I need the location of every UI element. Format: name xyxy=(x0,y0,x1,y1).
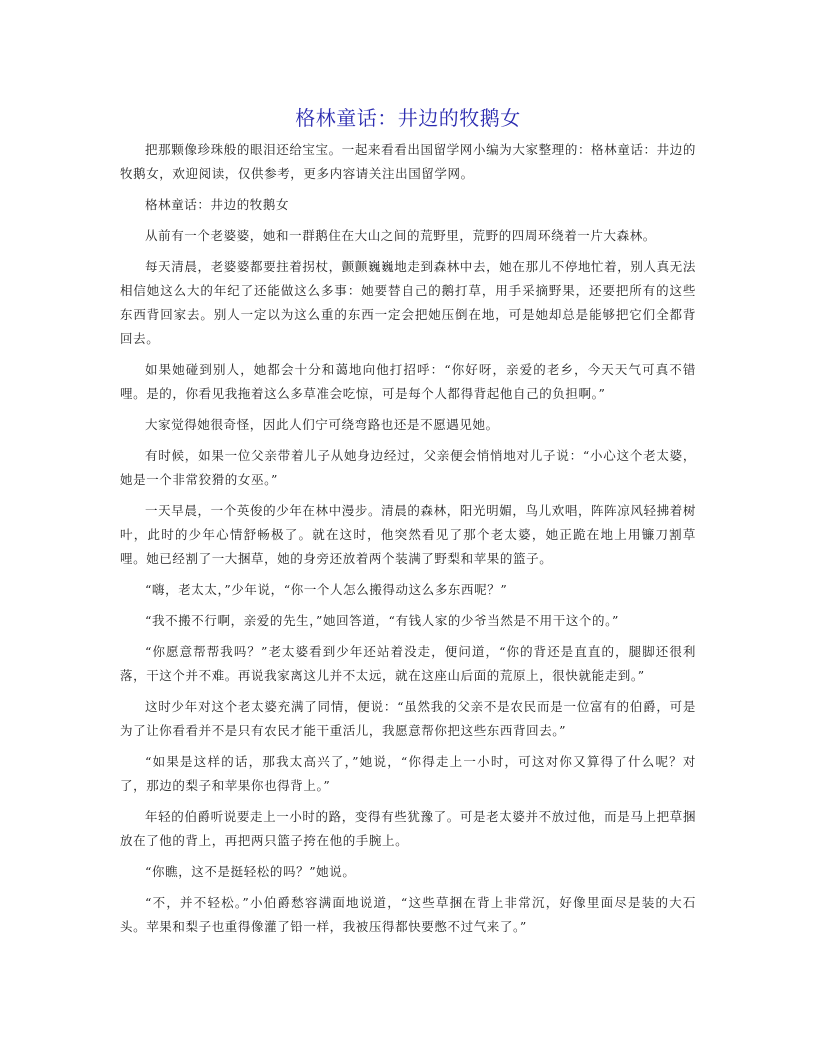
paragraph: 把那颗像珍珠般的眼泪还给宝宝。一起来看看出国留学网小编为大家整理的：格林童话：井边的牧鹅女，欢迎阅读，仅供参考，更多内容请关注出国留学网。 xyxy=(120,142,696,181)
page-title: 格林童话：井边的牧鹅女 xyxy=(295,106,521,130)
paragraph: 这时少年对这个老太婆充满了同情，便说：“虽然我的父亲不是农民而是一位富有的伯爵，可是为了让你看看并不是只有农民才能干重活儿，我愿意帮你把这些东西背回去。” xyxy=(120,699,696,738)
paragraph: 有时候，如果一位父亲带着儿子从她身边经过，父亲便会悄悄地对儿子说：“小心这个老太婆，她是一个非常狡猾的女巫。” xyxy=(120,448,696,487)
paragraph: “如果是这样的话，那我太高兴了，”她说，“你得走上一小时，可这对你又算得了什么呢？对了，那边的梨子和苹果你也得背上。” xyxy=(120,754,696,793)
paragraph: 格林童话：井边的牧鹅女 xyxy=(145,197,290,212)
paragraph: “嗨，老太太，”少年说，“你一个人怎么搬得动这么多东西呢？” xyxy=(145,582,508,597)
paragraph: 大家觉得她很奇怪，因此人们宁可绕弯路也还是不愿遇见她。 xyxy=(145,417,499,432)
article-body xyxy=(120,138,696,946)
paragraph: “不，并不轻松。”小伯爵愁容满面地说道，“这些草捆在背上非常沉，好像里面尽是装的大石头。苹果和梨子也重得像灌了铅一样，我被压得都快要憋不过气来了。” xyxy=(120,895,696,934)
paragraph: “你瞧，这不是挺轻松的吗？”她说。 xyxy=(145,864,356,879)
paragraph: 每天清晨，老婆婆都要拄着拐杖，颤颤巍巍地走到森林中去，她在那儿不停地忙着，别人真无法相信她这么大的年纪了还能做这么多事：她要替自己的鹅打草，用手采摘野果，还要把所有的这些东西背回家去。别人一定以为这么重的东西一定会把她压倒在地，可是她却总是能够把它们全都背回去。 xyxy=(120,259,696,346)
paragraph: “我不搬不行啊，亲爱的先生，”她回答道，“有钱人家的少爷当然是不用干这个的。” xyxy=(145,613,619,628)
paragraph: 年轻的伯爵听说要走上一小时的路，变得有些犹豫了。可是老太婆并不放过他，而是马上把草捆放在了他的背上，再把两只篮子挎在他的手腕上。 xyxy=(120,809,696,848)
paragraph: 一天早晨，一个英俊的少年在林中漫步。清晨的森林，阳光明媚，鸟儿欢唱，阵阵凉风轻拂着树叶，此时的少年心情舒畅极了。就在这时，他突然看见了那个老太婆，她正跪在地上用镰刀割草哩。她已经割了一大捆草，她的身旁还放着两个装满了野梨和苹果的篮子。 xyxy=(120,503,696,566)
paragraph: 如果她碰到别人，她都会十分和蔼地向他打招呼：“你好呀，亲爱的老乡，今天天气可真不错哩。是的，你看见我拖着这么多草准会吃惊，可是每个人都得背起他自己的负担啊。” xyxy=(120,362,696,401)
paragraph: 从前有一个老婆婆，她和一群鹅住在大山之间的荒野里，荒野的四周环绕着一片大森林。 xyxy=(145,228,656,243)
paragraph: “你愿意帮帮我吗？”老太婆看到少年还站着没走，便问道，“你的背还是直直的，腿脚还很利落，干这个并不难。再说我家离这儿并不太远，就在这座山后面的荒原上，很快就能走到。” xyxy=(120,644,696,683)
